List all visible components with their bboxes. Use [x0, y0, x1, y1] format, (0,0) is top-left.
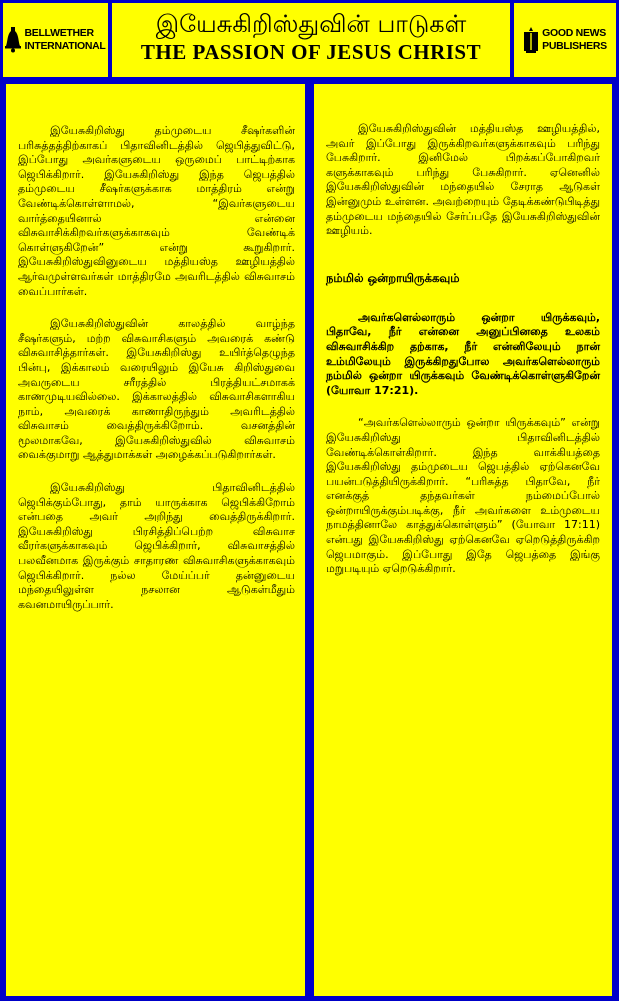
bellwether-logo [3, 3, 108, 77]
bell-icon [5, 27, 21, 53]
book-icon [523, 27, 539, 53]
title-tamil: இயேசுகிறிஸ்துவின் பாடுகள் [155, 10, 467, 38]
scripture-verse: அவர்களெல்லாரும் ஒன்றா யிருக்கவும், பிதாவே, நீர் என்னை அனுப்பினதை உலகம் விசுவாசிக்கிற தற்காக, நீர் என்னிலேயும் நான் உம்மிலேயும் இருக்கிறதுபோல அவர்களெல்லாரும் நம்மில் ஒன்றா யிருக்கவும் வேண்டிக்கொள்ளுகிறேன் (யோவா 17:21). [326, 310, 600, 397]
logo-right-line1: GOOD NEWS [542, 27, 606, 39]
left-column [6, 84, 305, 996]
title-english: THE PASSION OF JESUS CHRIST [140, 40, 482, 64]
paragraph: இயேசுகிறிஸ்துவின் காலத்தில் வாழ்ந்த சீஷர்களும், மற்ற விசுவாசிகளும் அவரைக் கண்டு விசுவாசித்தார்கள். இயேசுகிறிஸ்து உயிர்த்தெழுந்த பின்பு, இக்காலம் வரையிலும் இயேசு கிறிஸ்துவை அவருடைய சரீரத்தில் பிரத்தியட்சமாகக் காணமுடியவில்லை. இக்காலத்தில் விசுவாசிகளாகிய நாம், அவரைக் காணாதிருந்தும் அவரிடத்தில் விசுவாசம் வைத்திருக்கிறோம். வசனத்தின் மூலமாகவே, இயேசுகிறிஸ்துவில் விசுவாசம் வைக்குமாறு ஆத்துமாக்கள் அழைக்கப்படுகிறார்கள். [18, 317, 295, 462]
paragraph: இயேசுகிறிஸ்து தம்முடைய சீஷர்களின் பரிசுத்தத்திற்காகப் பிதாவினிடத்தில் ஜெபித்துவிட்டு, இப்போது அவர்களுடைய ஒருமைப் பாட்டிற்காக ஜெபிக்கிறார். இயேசுகிறிஸ்து இந்த ஜெபத்தில் தம்முடைய சீஷர்களுக்காக மாத்திரம் என்று வேண்டிக்கொள்ளாமல், “இவர்களுடைய வார்த்தையினால் என்னை விசுவாசிக்கிறவர்களுக்காகவும் வேண்டிக் கொள்ளுகிறேன்” என்று கூறுகிறார். இயேசுகிறிஸ்துவினுடைய மத்தியஸ்த ஊழியத்தில் ஆர்வமுள்ளவர்கள் மாத்திரமே அவரிடத்தில் விசுவாசம் வைப்பார்கள். [18, 124, 295, 298]
paragraph: இயேசுகிறிஸ்துவின் மத்தியஸ்த ஊழியத்தில், அவர் இப்போது இருக்கிறவர்களுக்காகவும் பரிந்து பேசுகிறார். இனிமேல் பிறக்கப்போகிறவர் களுக்காகவும் பரிந்து பேசுகிறார். ஏனெனில் இயேசுகிறிஸ்துவின் மந்தையில் சேராத ஆடுகள் இன்னுமும் உள்ளன. அவற்றையும் தேடிக்கண்டுபிடித்து தம்முடைய மந்தையில் சேர்ப்பதே இயேசுகிறிஸ்துவின் ஊழியம். [326, 122, 600, 238]
right-column [314, 84, 612, 996]
good-news-logo [514, 3, 616, 77]
paragraph: “அவர்களெல்லாரும் ஒன்றா யிருக்கவும்” என்று இயேசுகிறிஸ்து பிதாவினிடத்தில் வேண்டிக்கொள்கிறார். இந்த வாக்கியத்தை இயேசுகிறிஸ்து தம்முடைய ஜெபத்தில் ஏற்கெனவே பயன்படுத்தியிருக்கிறார். “பரிசுத்த பிதாவே, நீர் எனக்குத் தந்தவர்கள் நம்மைப்போல் ஒன்றாயிருக்கும்படிக்கு, நீர் அவர்களை உம்முடைய நாமத்தினாலே காத்துக்கொள்ளும்” (யோவா 17:11) என்பது இயேசுகிறிஸ்து ஏற்கெனவே ஏறெடுத்திருக்கிற ஜெபமாகும். இப்போது இதே ஜெபத்தை இங்கு மறுபடியும் ஏறெடுக்கிறார். [326, 416, 600, 576]
logo-left-line1: BELLWETHER [24, 27, 94, 39]
title-banner [112, 3, 510, 77]
logo-right-line2: PUBLISHERS [542, 40, 607, 52]
paragraph: இயேசுகிறிஸ்து பிதாவினிடத்தில் ஜெபிக்கும்போது, தாம் யாருக்காக ஜெபிக்கிறோம் என்பதை அவர் அறிந்து வைத்திருக்கிறார். இயேசுகிறிஸ்து பிரசித்திப்பெற்ற விசுவாச வீரர்களுக்காகவும் ஜெபிக்கிறார், விசுவாசத்தில் பலவீனமாக இருக்கும் சாதாரண விசுவாசிகளுக்காகவும் ஜெபிக்கிறார். நல்ல மேய்ப்பர் தன்னுடைய மந்தையிலுள்ள நசலான ஆடுகள்மீதும் கவனமாயிருப்பார். [18, 481, 295, 611]
section-heading: நம்மில் ஒன்றாயிருக்கவும் [326, 270, 460, 285]
logo-left-line2: INTERNATIONAL [24, 40, 106, 52]
